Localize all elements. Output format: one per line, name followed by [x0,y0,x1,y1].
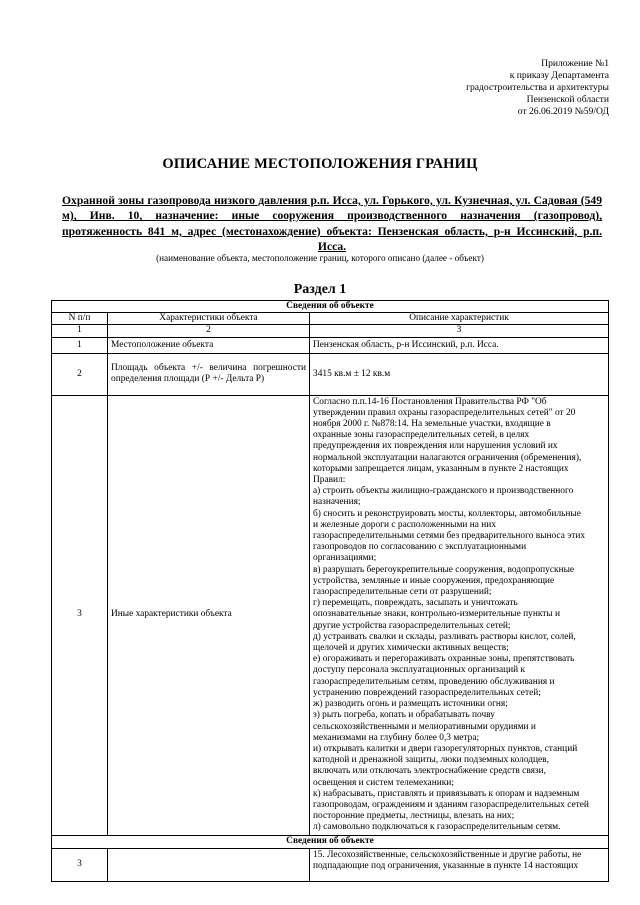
row-name: Иные характеристики объекта [108,395,310,835]
desc-line: устранению повреждений газораспределительных сетей; [313,687,541,698]
desc-line: механизмами на глубину более 0,3 метра; [313,732,480,743]
desc-line: щелочей и других химически активных веществ; [313,643,509,654]
desc-line: другие устройства газораспределительных сетей; [313,620,511,631]
desc-line: к) набрасывать, приставлять и привязывать к опорам и надземным [313,788,580,799]
desc-line: е) огораживать и перегораживать охранные зоны, препятствовать [313,654,575,665]
row-desc [310,848,609,881]
object-info-table [51,300,609,882]
desc-line: ноября 2000 г. №878:14. На земельные участки, входящие в [313,419,551,430]
document-title: ОПИСАНИЕ МЕСТОПОЛОЖЕНИЯ ГРАНИЦ [162,156,478,172]
row-name [108,848,310,881]
desc-line: катодной и дренажной защиты, люки подземных колодцев, [313,755,549,766]
desc-line: з) рыть погреба, копать и обрабатывать почву [313,710,495,721]
section-title: Раздел 1 [293,282,347,297]
desc-line: освещения и систем телемеханики; [313,777,454,788]
desc-line: газопроводов по согласованию с эксплуатационными [313,542,527,553]
row-num: 2 [52,353,108,395]
group-header: Сведения об объекте [52,835,609,848]
group-header: Сведения об объекте [52,301,609,313]
desc-line: утверждении правил охраны газораспределительных сетей" от 20 [313,407,576,418]
appendix-line: от 26.06.2019 №59/ОД [517,106,609,117]
desc-line: Согласно п.п.14-16 Постановления Правительства РФ "Об [313,396,547,407]
row-name: Местоположение объекта [108,337,310,353]
desc-line: б) сносить и реконструировать мосты, коллекторы, автомобильные [313,508,581,519]
desc-line: устройства, земляные и иные сооружения, предохраняющие [313,575,555,586]
row-name: Площадь объекта +/- величина погрешности определения площади (Р +/- Дельта Р) [108,353,310,395]
desc-line: ж) разводить огонь и размещать источники огня; [313,699,508,710]
col-header-num: N п/п [52,313,108,325]
desc-line: опознавательные знаки, контрольно-измерительные пункты и [313,609,561,620]
col-header-description: Описание характеристик [310,313,609,325]
object-caption: (наименование объекта, местоположение границ, которого описано (далее - объект) [156,253,484,263]
desc-line: а) строить объекты жилищно-гражданского и производственного [313,486,574,497]
table-row [52,395,609,835]
col-header-characteristics: Характеристики объекта [108,313,310,325]
col-number: 2 [108,325,310,337]
desc-line: газораспределительные сети от разрушений; [313,587,492,598]
appendix-block [369,58,609,118]
row-num: 3 [52,395,108,835]
desc-line: и) открывать калитки и двери газорегуляторных пунктов, станций [313,743,578,754]
desc-line: д) устраивать свалки и склады, разливать растворы кислот, солей, [313,631,576,642]
desc-line: охранные зоны газораспределительных сетей, в целях [313,430,530,441]
desc-line: предупреждения их повреждения или нарушения условий их [313,441,558,452]
desc-line: в) разрушать берегоукрепительные сооружения, водопропускные [313,564,575,575]
object-name: Охранной зоны газопровода низкого давления р.п. Исса, ул. Горького, ул. Кузнечная, ул. Садовая (549 м), Инв. 10, назначение: иные сооружения производственного назначения (газопровод), протяженность 841 м, адрес (местонахождение) объекта: Пензенская область, р-н Иссинский, р.п. Исса. [62,194,602,254]
desc-line: доступу персонала эксплуатационных организаций к [313,665,526,676]
row-desc [310,395,609,835]
table-row [52,848,609,881]
desc-line: 15. Лесохозяйственные, сельскохозяйственные и другие работы, не [313,849,582,860]
col-number: 3 [310,325,609,337]
table-row [52,353,609,395]
desc-line: и железные дороги с расположенными на них [313,519,497,530]
desc-line: газораспределительными сетями без предварительного выноса этих [313,531,586,542]
desc-line: посторонние предметы, лестницы, влезать на них; [313,811,515,822]
desc-line: подпадающие под ограничения, указанные в пункте 14 настоящих [313,860,579,871]
row-num: 1 [52,337,108,353]
desc-line: назначения; [313,497,361,508]
desc-line: которыми запрещается лицам, указанным в пункте 2 настоящих [313,463,569,474]
table-row [52,337,609,353]
desc-line: организациями; [313,553,377,564]
desc-line: газораспределительным сетям, проведению обслуживания и [313,676,555,687]
desc-line: включать или отключать электроснабжение средств связи, [313,766,546,777]
desc-line: Правил: [313,475,346,486]
row-num: 3 [52,848,108,881]
appendix-line: Пензенской области [526,94,609,105]
desc-line: сельскохозяйственными и мелиоративными орудиями и [313,721,536,732]
appendix-line: градостроительства и архитектуры [466,82,609,93]
col-number: 1 [52,325,108,337]
desc-line: л) самовольно подключаться к газораспределительным сетям. [313,822,561,833]
desc-line: нормальной эксплуатации налагаются ограничения (обременения), [313,452,582,463]
appendix-line: к приказу Департамента [509,70,609,81]
desc-line: г) перемещать, повреждать, засыпать и уничтожать [313,598,518,609]
desc-line: газопроводам, ограждениям и зданиям газораспределительных сетей [313,799,589,810]
row-desc: 3415 кв.м ± 12 кв.м [310,353,609,395]
appendix-line: Приложение №1 [541,58,609,69]
row-desc: Пензенская область, р-н Иссинский, р.п. Исса. [310,337,609,353]
